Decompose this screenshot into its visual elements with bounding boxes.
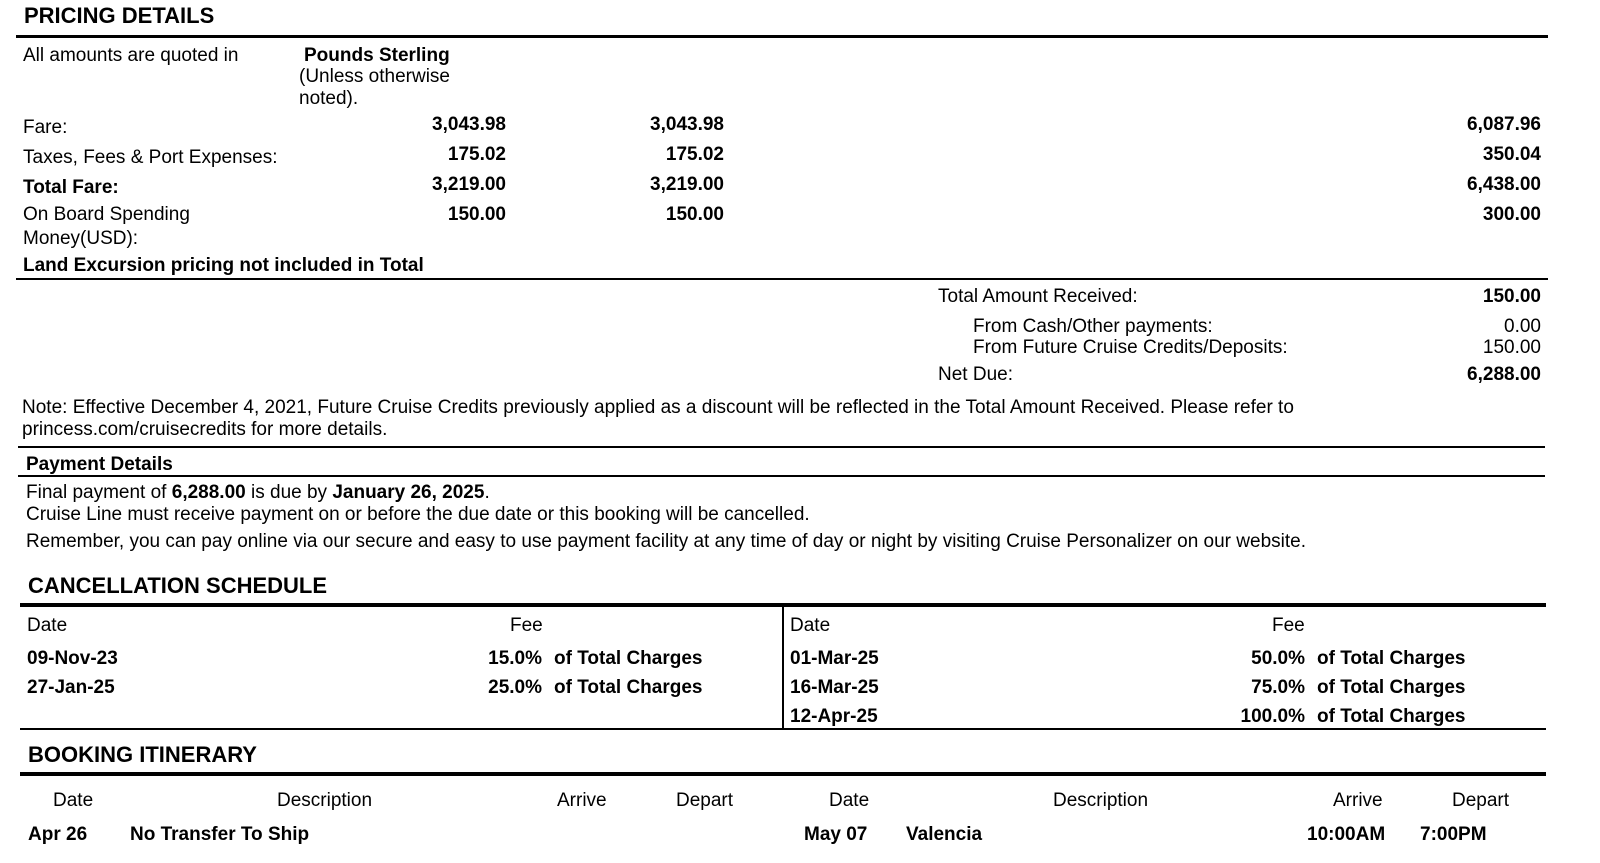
cancel-right-row2-suffix: of Total Charges — [1317, 677, 1466, 698]
cancellation-divider — [782, 607, 784, 730]
itin-right-arrive-header: Arrive — [1333, 790, 1383, 811]
note-line1: Note: Effective December 4, 2021, Future Cruise Credits previously applied as a discount will be reflected in the Total Amount Received. Please refer to — [22, 397, 1294, 418]
itin-left-description-header: Description — [277, 790, 373, 811]
itin-right-row1-date: May 07 — [804, 824, 868, 845]
cancellation-title: CANCELLATION SCHEDULE — [28, 573, 328, 598]
cancel-right-row2-date: 16-Mar-25 — [790, 677, 879, 698]
itin-left-row1-description: No Transfer To Ship — [130, 824, 310, 845]
cancel-right-row3-fee: 100.0% — [1240, 706, 1305, 727]
total-fare-guest2: 3,219.00 — [650, 174, 724, 195]
cancel-left-fee-header: Fee — [510, 615, 543, 636]
total-received-label: Total Amount Received: — [938, 286, 1138, 307]
taxes-guest2: 175.02 — [665, 144, 724, 165]
cancel-right-row3-date: 12-Apr-25 — [790, 706, 878, 727]
pricing-rule-top — [16, 35, 1548, 38]
itin-left-arrive-header: Arrive — [557, 790, 607, 811]
fare-guest1: 3,043.98 — [432, 114, 506, 135]
cancel-left-row2-fee: 25.0% — [488, 677, 542, 698]
cash-payments-label: From Cash/Other payments: — [973, 316, 1213, 337]
currency-name: Pounds Sterling — [304, 45, 450, 66]
cancel-right-row2-fee: 75.0% — [1251, 677, 1305, 698]
itin-right-row1-description: Valencia — [906, 824, 983, 845]
currency-note-line1: (Unless otherwise — [299, 66, 450, 87]
onboard-label-line2: Money(USD): — [23, 228, 139, 249]
payment-online-note: Remember, you can pay online via our secure and easy to use payment facility at any time of day or night by visiting Cruise Personalizer on our website. — [26, 531, 1306, 552]
land-excursion-note: Land Excursion pricing not included in Total — [23, 255, 424, 276]
cash-payments-value: 0.00 — [1504, 316, 1541, 337]
currency-note-line2: noted). — [299, 88, 359, 109]
cancel-right-row1-suffix: of Total Charges — [1317, 648, 1466, 669]
taxes-total: 350.04 — [1482, 144, 1541, 165]
final-payment-amount: 6,288.00 — [171, 482, 246, 503]
taxes-guest1: 175.02 — [447, 144, 506, 165]
cancel-right-row3-suffix: of Total Charges — [1317, 706, 1466, 727]
net-due-label: Net Due: — [938, 364, 1013, 385]
itin-right-date-header: Date — [829, 790, 870, 811]
onboard-total: 300.00 — [1482, 204, 1541, 225]
cancel-right-row1-fee: 50.0% — [1251, 648, 1305, 669]
total-received-value: 150.00 — [1482, 286, 1541, 307]
cancel-right-date-header: Date — [790, 615, 831, 636]
itin-right-row1-arrive: 10:00AM — [1307, 824, 1386, 845]
total-fare-total: 6,438.00 — [1467, 174, 1541, 195]
taxes-label: Taxes, Fees & Port Expenses: — [23, 147, 278, 168]
onboard-guest2: 150.00 — [665, 204, 724, 225]
cancel-right-fee-header: Fee — [1272, 615, 1305, 636]
cancel-left-row1-fee: 15.0% — [488, 648, 542, 669]
payment-title: Payment Details — [26, 454, 173, 475]
cancel-left-date-header: Date — [27, 615, 68, 636]
itin-left-depart-header: Depart — [676, 790, 734, 811]
credits-value: 150.00 — [1482, 337, 1541, 358]
payment-warning: Cruise Line must receive payment on or before the due date or this booking will be cancelled. — [26, 504, 810, 525]
fare-total: 6,087.96 — [1467, 114, 1541, 135]
final-payment-date: January 26, 2025 — [332, 482, 485, 503]
note-line2: princess.com/cruisecredits for more details. — [22, 419, 388, 440]
itin-left-row1-date: Apr 26 — [28, 824, 88, 845]
itin-right-depart-header: Depart — [1452, 790, 1510, 811]
itin-left-date-header: Date — [53, 790, 94, 811]
cancel-left-row1-date: 09-Nov-23 — [27, 648, 118, 669]
itin-right-row1-depart: 7:00PM — [1420, 824, 1487, 845]
quoted-label: All amounts are quoted in — [23, 45, 239, 66]
payment-rule-bottom — [18, 475, 1545, 477]
pricing-rule-mid — [16, 278, 1548, 280]
fare-guest2: 3,043.98 — [650, 114, 724, 135]
cancel-left-row2-suffix: of Total Charges — [554, 677, 703, 698]
pricing-title: PRICING DETAILS — [24, 3, 215, 28]
itinerary-rule-top — [20, 772, 1546, 776]
cancel-left-row1-suffix: of Total Charges — [554, 648, 703, 669]
itinerary-title: BOOKING ITINERARY — [28, 742, 257, 767]
total-fare-label: Total Fare: — [23, 177, 119, 198]
fare-label: Fare: — [23, 117, 68, 138]
cancel-left-row2-date: 27-Jan-25 — [27, 677, 115, 698]
total-fare-guest1: 3,219.00 — [432, 174, 506, 195]
itin-right-description-header: Description — [1053, 790, 1149, 811]
onboard-label-line1: On Board Spending — [23, 204, 190, 225]
final-payment-line: Final payment of 6,288.00 is due by January 26, 2025. — [26, 482, 490, 503]
payment-rule-top — [18, 446, 1545, 448]
credits-label: From Future Cruise Credits/Deposits: — [973, 337, 1288, 358]
cancel-right-row1-date: 01-Mar-25 — [790, 648, 879, 669]
cancellation-rule-bottom — [20, 728, 1546, 730]
onboard-guest1: 150.00 — [447, 204, 506, 225]
net-due-value: 6,288.00 — [1467, 364, 1541, 385]
